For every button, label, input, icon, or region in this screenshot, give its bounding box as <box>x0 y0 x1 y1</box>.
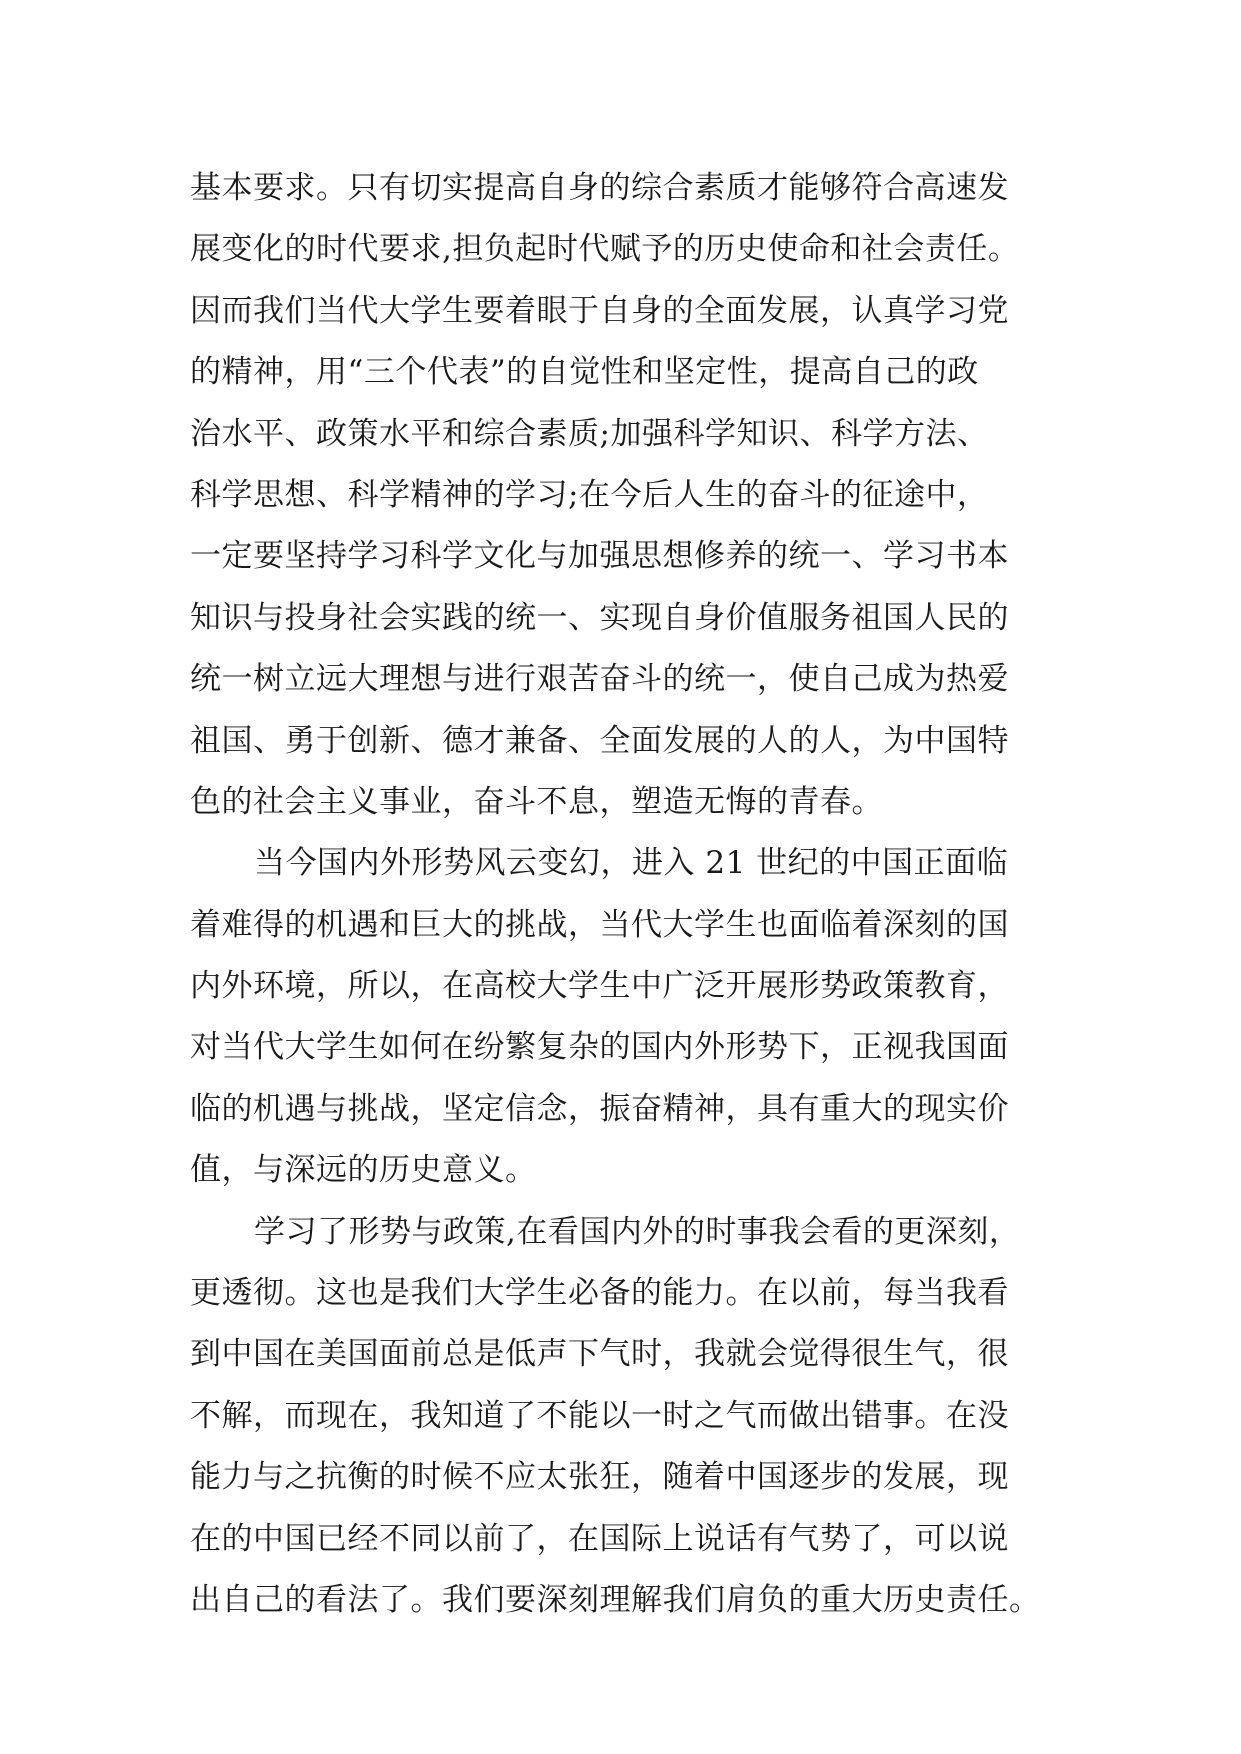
text-line: 色的社会主义事业，奋斗不息，塑造无悔的青春。 <box>190 783 883 820</box>
text-line: 在的中国已经不同以前了，在国际上说话有气势了，可以说 <box>190 1520 1009 1557</box>
text-line: 对当代大学生如何在纷繁复杂的国内外形势下，正视我国面 <box>190 1029 1009 1066</box>
text-line: 着难得的机遇和巨大的挑战，当代大学生也面临着深刻的国 <box>190 906 1009 943</box>
text-line: 祖国、勇于创新、德才兼备、全面发展的人的人，为中国特 <box>190 722 1009 759</box>
paragraph-start-line: 学习了形势与政策,在看国内外的时事我会看的更深刻， <box>254 1213 1021 1250</box>
text-line: 知识与投身社会实践的统一、实现自身价值服务祖国人民的 <box>190 599 1009 636</box>
text-line: 到中国在美国面前总是低声下气时，我就会觉得很生气，很 <box>190 1336 1009 1373</box>
text-line: 展变化的时代要求,担负起时代赋予的历史使命和社会责任。 <box>190 231 1020 268</box>
paragraph-start-line: 当今国内外形势风云变幻，进入 21 世纪的中国正面临 <box>254 845 1009 882</box>
text-line: 基本要求。只有切实提高自身的综合素质才能够符合高速发 <box>190 170 1009 206</box>
text-line: 统一树立远大理想与进行艰苦奋斗的统一，使自己成为热爱 <box>190 661 1009 698</box>
text-line: 更透彻。这也是我们大学生必备的能力。在以前，每当我看 <box>190 1275 1009 1312</box>
text-line: 出自己的看法了。我们要深刻理解我们肩负的重大历史责任。 <box>190 1581 1041 1618</box>
text-line: 值，与深远的历史意义。 <box>190 1152 537 1189</box>
text-line: 的精神，用“三个代表”的自觉性和坚定性，提高自己的政 <box>190 354 979 391</box>
body-text <box>190 158 1070 1631</box>
text-line: 因而我们当代大学生要着眼于自身的全面发展，认真学习党 <box>190 292 1009 329</box>
text-line: 不解，而现在，我知道了不能以一时之气而做出错事。在没 <box>190 1397 1009 1434</box>
text-line: 内外环境，所以，在高校大学生中广泛开展形势政策教育， <box>190 968 1009 1005</box>
text-line: 治水平、政策水平和综合素质;加强科学知识、科学方法、 <box>190 415 989 452</box>
text-line: 能力与之抗衡的时候不应太张狂，随着中国逐步的发展，现 <box>190 1459 1009 1496</box>
text-line: 科学思想、科学精神的学习;在今后人生的奋斗的征途中， <box>190 476 989 513</box>
text-line: 临的机遇与挑战，坚定信念，振奋精神，具有重大的现实价 <box>190 1090 1009 1127</box>
text-line: 一定要坚持学习科学文化与加强思想修养的统一、学习书本 <box>190 538 1009 575</box>
